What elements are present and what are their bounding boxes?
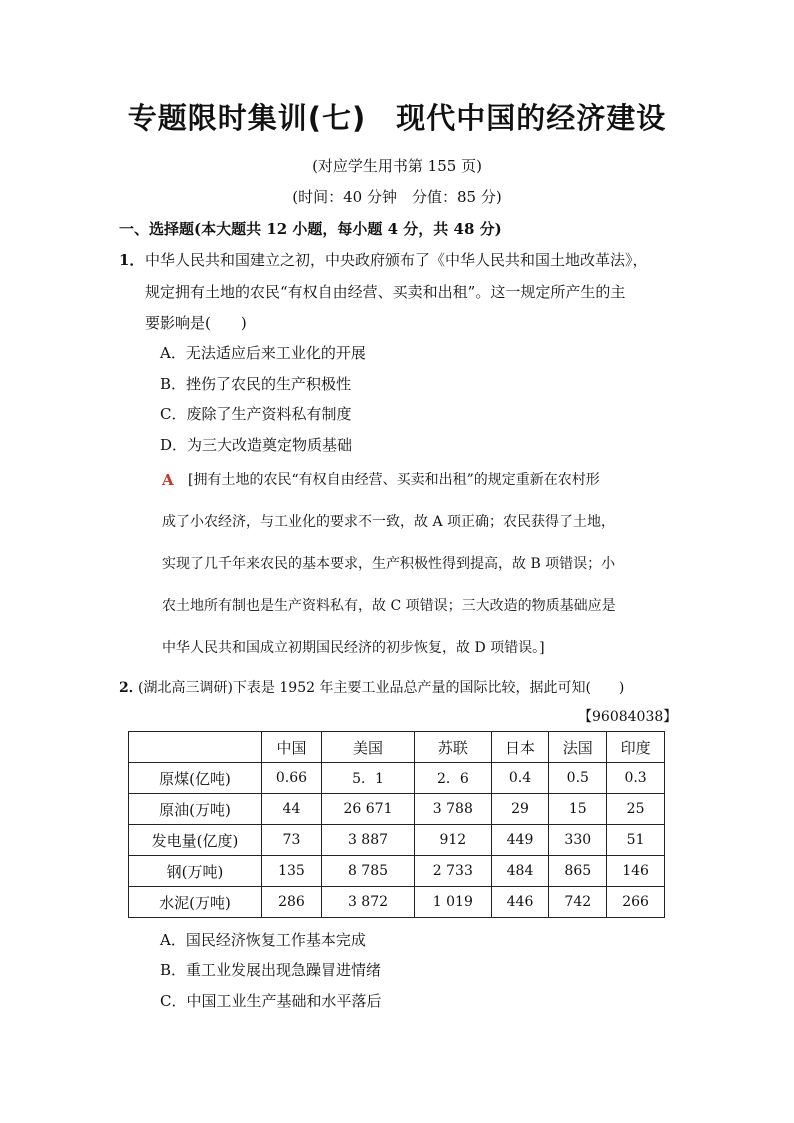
table-cell: 449 bbox=[491, 825, 549, 856]
table-header-cell: 法国 bbox=[549, 732, 607, 763]
question-2-option-c: C．中国工业生产基础和水平落后 bbox=[160, 992, 382, 1010]
table-row-label: 原煤(亿吨) bbox=[129, 763, 262, 794]
table-cell: 8 785 bbox=[321, 856, 414, 887]
table-header-cell: 美国 bbox=[321, 732, 414, 763]
question-1-stem-line: 规定拥有土地的农民“有权自由经营、买卖和出租”。这一规定所产生的主 bbox=[145, 283, 626, 301]
time-score-info: (时间：40 分钟 分值：85 分) bbox=[292, 188, 502, 206]
table-cell: 29 bbox=[491, 794, 549, 825]
table-row-label: 钢(万吨) bbox=[129, 856, 262, 887]
question-2-option-a: A．国民经济恢复工作基本完成 bbox=[160, 931, 366, 949]
table-cell: 25 bbox=[607, 794, 665, 825]
table-cell: 286 bbox=[262, 887, 322, 918]
question-1-option-c: C．废除了生产资料私有制度 bbox=[160, 405, 352, 423]
subtitle: (对应学生用书第 155 页) bbox=[312, 157, 482, 175]
question-2-code: 【96084038】 bbox=[578, 709, 678, 725]
question-1-option-a: A．无法适应后来工业化的开展 bbox=[160, 344, 366, 362]
question-1-stem-line: 要影响是( ) bbox=[145, 314, 247, 332]
table-row bbox=[129, 825, 665, 856]
table-cell: 0.4 bbox=[491, 763, 549, 794]
question-1-option-d: D．为三大改造奠定物质基础 bbox=[160, 436, 353, 454]
table-cell: 5．1 bbox=[321, 763, 414, 794]
table-header-cell: 苏联 bbox=[415, 732, 492, 763]
question-1-explanation-line: [拥有土地的农民“有权自由经营、买卖和出租”的规定重新在农村形 bbox=[188, 472, 600, 488]
table-row bbox=[129, 794, 665, 825]
table-cell: 3 887 bbox=[321, 825, 414, 856]
table-cell: 2 733 bbox=[415, 856, 492, 887]
table-cell: 73 bbox=[262, 825, 322, 856]
table-cell: 865 bbox=[549, 856, 607, 887]
table-cell: 484 bbox=[491, 856, 549, 887]
table-row bbox=[129, 856, 665, 887]
table-cell: 1 019 bbox=[415, 887, 492, 918]
question-1-number: 1． bbox=[119, 251, 145, 269]
table-row-label: 水泥(万吨) bbox=[129, 887, 262, 918]
table-cell: 0.3 bbox=[607, 763, 665, 794]
question-2-stem: (湖北高三调研)下表是 1952 年主要工业品总产量的国际比较，据此可知( ) bbox=[138, 680, 625, 696]
table-cell: 26 671 bbox=[321, 794, 414, 825]
question-1-answer: A bbox=[162, 471, 174, 489]
question-1-explanation-line: 中华人民共和国成立初期国民经济的初步恢复，故 D 项错误。] bbox=[162, 640, 545, 656]
table-cell: 2．6 bbox=[415, 763, 492, 794]
table-header-cell: 中国 bbox=[262, 732, 322, 763]
table-row bbox=[129, 887, 665, 918]
table-cell: 3 872 bbox=[321, 887, 414, 918]
question-2-number: 2． bbox=[119, 680, 143, 696]
table-header-cell: 日本 bbox=[491, 732, 549, 763]
question-1-explanation-line: 实现了几千年来农民的基本要求，生产积极性得到提高，故 B 项错误；小 bbox=[162, 556, 616, 572]
table-cell: 0.5 bbox=[549, 763, 607, 794]
production-comparison-table bbox=[128, 731, 665, 918]
question-1-explanation-line: 成了小农经济，与工业化的要求不一致，故 A 项正确；农民获得了土地， bbox=[162, 514, 616, 530]
table-cell: 15 bbox=[549, 794, 607, 825]
table-header-cell bbox=[129, 732, 262, 763]
table-header-row bbox=[129, 732, 665, 763]
table-cell: 44 bbox=[262, 794, 322, 825]
question-1-stem-line: 中华人民共和国建立之初，中央政府颁布了《中华人民共和国土地改革法》， bbox=[145, 251, 648, 269]
table-cell: 330 bbox=[549, 825, 607, 856]
table-cell: 742 bbox=[549, 887, 607, 918]
table-row-label: 原油(万吨) bbox=[129, 794, 262, 825]
table-row bbox=[129, 763, 665, 794]
table-cell: 912 bbox=[415, 825, 492, 856]
table-cell: 446 bbox=[491, 887, 549, 918]
table-cell: 146 bbox=[607, 856, 665, 887]
question-1-option-b: B．挫伤了农民的生产积极性 bbox=[160, 375, 352, 393]
section-heading: 一、选择题(本大题共 12 小题，每小题 4 分，共 48 分) bbox=[119, 220, 502, 238]
table-header-cell: 印度 bbox=[607, 732, 665, 763]
table-cell: 135 bbox=[262, 856, 322, 887]
table-cell: 51 bbox=[607, 825, 665, 856]
table-row-label: 发电量(亿度) bbox=[129, 825, 262, 856]
table-cell: 266 bbox=[607, 887, 665, 918]
question-2-option-b: B．重工业发展出现急躁冒进情绪 bbox=[160, 961, 382, 979]
question-1-explanation-line: 农土地所有制也是生产资料私有，故 C 项错误；三大改造的物质基础应是 bbox=[162, 598, 616, 614]
table-cell: 3 788 bbox=[415, 794, 492, 825]
table-cell: 0.66 bbox=[262, 763, 322, 794]
page-title: 专题限时集训(七) 现代中国的经济建设 bbox=[127, 101, 667, 135]
